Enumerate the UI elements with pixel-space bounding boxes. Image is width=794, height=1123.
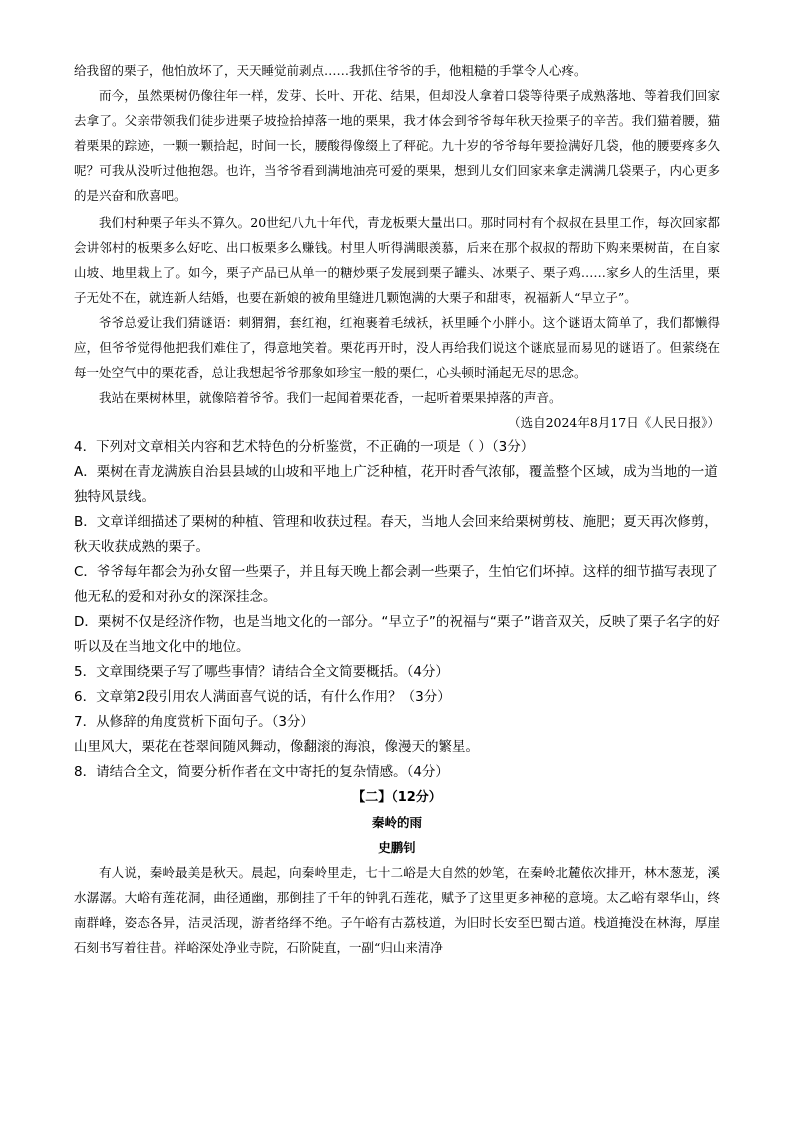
question-4-option-b: B．文章详细描述了栗树的种植、管理和收获过程。春天，当地人会回来给栗树剪枝、施肥；夏天再次修剪，秋天收获成熟的栗子。 [74,514,718,555]
question-7-quote: 山里风大，栗花在苍翠间随风舞动，像翻滚的海浪，像漫天的繁星。 [74,739,479,755]
passage-source: （选自2024年8月17日《人民日报》） [508,415,720,430]
question-8: 8．请结合全文，简要分析作者在文中寄托的复杂情感。（4分） [74,764,449,780]
section-2-author: 史鹏钊 [378,840,416,855]
question-4-option-c: C．爷爷每年都会为孙女留一些栗子，并且每天晚上都会剥一些栗子，生怕它们坏掉。这样的细节描写表现了他无私的爱和对孙女的深深挂念。 [74,564,718,605]
passage-paragraph-3: 我们村种栗子年头不算久。20世纪八九十年代，青龙板栗大量出口。那时同村有个叔叔在县里工作，每次回家都会讲邻村的板栗多么好吃、出口板栗多么赚钱。村里人听得满眼羡慕，后来在那个叔叔的帮助下购来栗树苗，在自家山坡、地里栽上了。如今，栗子产品已从单一的糖炒栗子发展到栗子罐头、冰栗子、栗子鸡……家乡人的生活里，栗子无处不在，就连新人结婚，也要在新娘的被角里缝进几颗饱满的大栗子和甜枣，祝福新人“早立子”。 [74,215,720,305]
section-2-paragraph-1: 有人说，秦岭最美是秋天。晨起，向秦岭里走，七十二峪是大自然的妙笔，在秦岭北麓依次排开，林木葱茏，溪水潺潺。大峪有莲花洞，曲径通幽，那倒挂了千年的钟乳石莲花，赋予了这里更多神秘的意境。太乙峪有翠华山，终南群峰，姿态各异，洁灵活现，游者络绎不绝。子午峪有古荔枝道，为旧时长安至巴蜀古道。栈道掩没在林海，厚崖石刻书写着往昔。祥峪深处净业寺院，石阶陡直，一副“归山来清净 [74,865,720,955]
question-4-option-a: A．栗树在青龙满族自治县县域的山坡和平地上广泛种植，花开时香气浓郁，覆盖整个区域，成为当地的一道独特风景线。 [74,464,718,505]
passage-paragraph-4: 爷爷总爱让我们猜谜语：刺猬猬，套红袍，红袍裹着毛绒袄，袄里睡个小胖小。这个谜语太简单了，我们都懒得应，但爷爷觉得他把我们难住了，得意地笑着。栗花再开时，没人再给我们说这个谜底显而易见的谜语了。但萦绕在每一处空气中的栗花香，总让我想起爷爷那象如珍宝一般的栗仁，心头顿时涌起无尽的思念。 [74,315,720,380]
question-7: 7．从修辞的角度赏析下面句子。（3分） [74,714,314,730]
section-2-title: 秦岭的雨 [371,815,422,830]
passage-paragraph-2: 而今，虽然栗树仍像往年一样，发芽、长叶、开花、结果，但却没人拿着口袋等待栗子成熟落地、等着我们回家去拿了。父亲带领我们徒步进栗子坡捡拾掉落一地的栗果，我才体会到爷爷每年秋天捡栗子的辛苦。我们猫着腰，猫着栗果的踪迹，一颗一颗拾起，时间一长，腰酸得像缀上了秤砣。九十岁的爷爷每年要捡满好几袋，他的腰要疼多久呢？可我从没听过他抱怨。也许，当爷爷看到满地油亮可爱的栗果，想到儿女们回家来拿走满满几袋栗子，内心更多的是兴奋和欣喜吧。 [74,88,720,203]
passage-paragraph-1: 给我留的栗子，他怕放坏了，天天睡觉前剥点……我抓住爷爷的手，他粗糙的手掌令人心疼。 [74,63,587,78]
question-4-stem: 4．下列对文章相关内容和艺术特色的分析鉴赏，不正确的一项是（ ）（3分） [74,439,535,455]
question-6: 6．文章第2段引用农人满面喜气说的话，有什么作用？（3分） [74,689,451,705]
question-5: 5．文章围绕栗子写了哪些事情？请结合全文简要概括。（4分） [74,664,449,680]
section-2-heading: 【二】（12分） [352,790,442,805]
question-4-option-d: D．栗树不仅是经济作物，也是当地文化的一部分。“早立子”的祝福与“栗子”谐音双关，反映了栗子名字的好听以及在当地文化中的地位。 [74,614,720,655]
passage-paragraph-5: 我站在栗树林里，就像陪着爷爷。我们一起闻着栗花香，一起听着栗果掉落的声音。 [99,390,562,405]
exam-page [74,58,720,960]
